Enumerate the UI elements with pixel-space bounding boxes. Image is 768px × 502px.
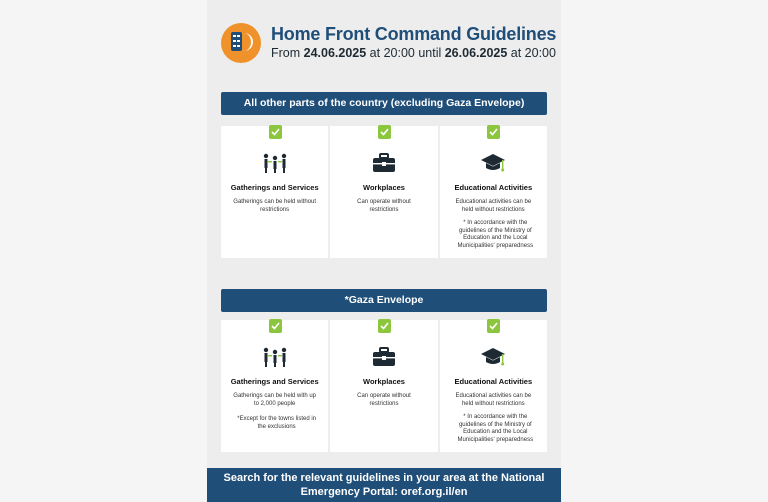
people-icon — [221, 152, 328, 176]
footer-link[interactable]: Emergency Portal: oref.org.il/en — [300, 486, 468, 498]
card-description: Gatherings can be held without restrictions — [233, 199, 317, 213]
building-icon — [231, 32, 242, 51]
check-icon — [487, 125, 500, 139]
card-workplaces — [330, 320, 437, 452]
section-cards — [221, 126, 547, 258]
card-education — [440, 126, 547, 258]
page-subtitle — [271, 46, 556, 60]
header — [221, 22, 557, 66]
graduation-cap-icon — [440, 346, 547, 370]
card-note: * In accordance with the guidelines of the Ministry of Education and the Local Municipalities' preparedness — [457, 414, 534, 443]
card-title: Gatherings and Services — [230, 183, 319, 192]
people-icon — [221, 346, 328, 370]
footer-line: Search for the relevant guidelines in your area at the National — [223, 472, 545, 484]
card-title: Workplaces — [363, 377, 405, 386]
subtitle-prefix: From — [271, 46, 304, 60]
card-gatherings — [221, 320, 328, 452]
section-heading: All other parts of the country (excluding Gaza Envelope) — [221, 92, 547, 115]
guidelines-poster — [207, 0, 561, 502]
card-description: Educational activities can be held without restrictions — [455, 199, 532, 213]
card-workplaces — [330, 126, 437, 258]
card-note: *Except for the towns listed in the exclusions — [237, 416, 317, 430]
from-time: at 20:00 until — [366, 46, 445, 60]
check-icon — [269, 125, 282, 139]
section-cards — [221, 320, 547, 452]
until-time: at 20:00 — [507, 46, 556, 60]
card-title: Educational Activities — [454, 183, 533, 192]
check-icon — [487, 319, 500, 333]
home-front-command-logo — [221, 23, 261, 63]
card-title: Educational Activities — [454, 377, 533, 386]
from-date: 24.06.2025 — [303, 46, 367, 60]
card-title: Gatherings and Services — [230, 377, 319, 386]
card-description: Can operate without restrictions — [357, 393, 411, 407]
until-date: 26.06.2025 — [444, 46, 508, 60]
card-note: * In accordance with the guidelines of the Ministry of Education and the Local Municipalities' preparedness — [457, 220, 534, 249]
leaf-icon — [244, 33, 253, 51]
check-icon — [378, 319, 391, 333]
check-icon — [378, 125, 391, 139]
card-description: Can operate without restrictions — [357, 199, 411, 213]
card-education — [440, 320, 547, 452]
briefcase-icon — [330, 152, 437, 176]
card-description: Educational activities can be held without restrictions — [455, 393, 532, 407]
section-heading: *Gaza Envelope — [221, 289, 547, 312]
graduation-cap-icon — [440, 152, 547, 176]
check-icon — [269, 319, 282, 333]
briefcase-icon — [330, 346, 437, 370]
footer-banner — [207, 468, 561, 502]
card-gatherings — [221, 126, 328, 258]
page-title: Home Front Command Guidelines — [271, 24, 557, 44]
card-description: Gatherings can be held with up to 2,000 people — [233, 393, 317, 407]
card-title: Workplaces — [363, 183, 405, 192]
